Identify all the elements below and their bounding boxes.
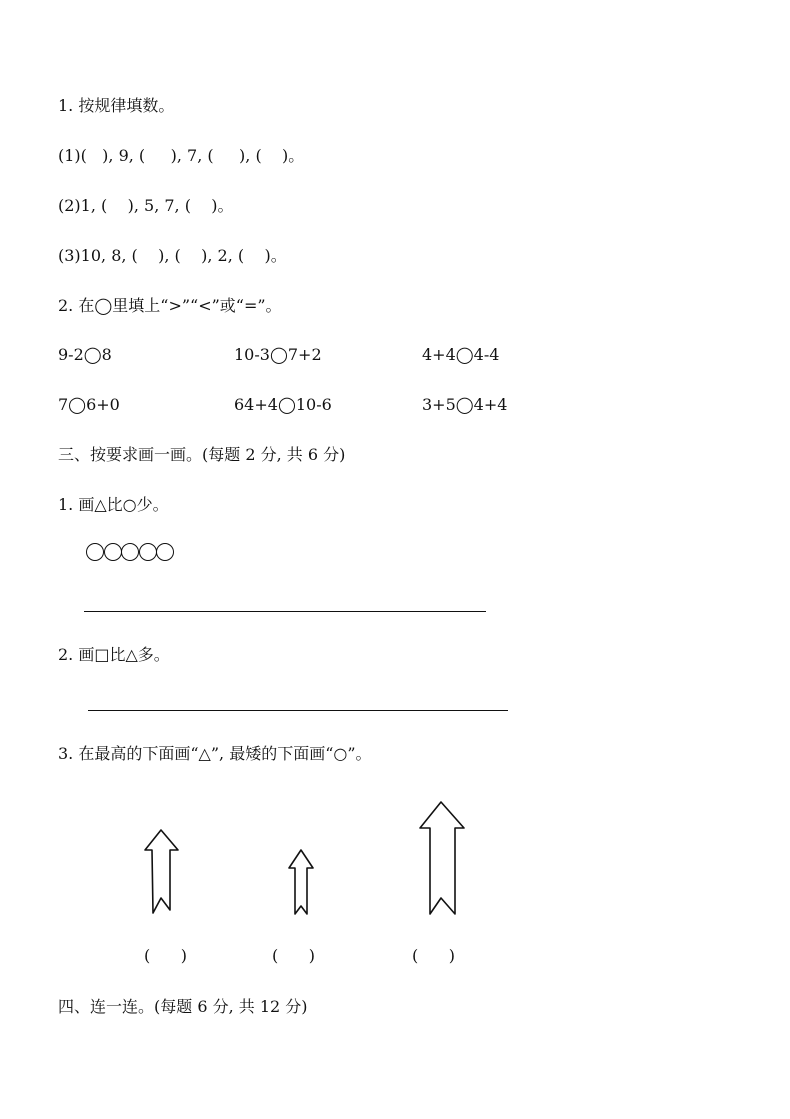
draw-question-2: 2. 画□比△多。 [58,645,170,664]
compare-item: 10-3◯7+2 [234,345,322,364]
answer-line-1[interactable] [84,611,486,612]
section1-title: 1. 按规律填数。 [58,96,175,115]
tall-arrow [418,800,468,920]
draw-question-1: 1. 画△比○少。 [58,495,169,514]
compare-item: 9-2◯8 [58,345,112,364]
circle-icon [86,543,104,561]
sequence-question-2: (2)1, ( ), 5, 7, ( )。 [58,196,234,215]
draw-question-3: 3. 在最高的下面画“△”, 最矮的下面画“○”。 [58,744,372,763]
compare-item: 7◯6+0 [58,395,120,414]
short-arrow [287,848,317,918]
circle-icon [139,543,157,561]
answer-line-2[interactable] [88,710,508,711]
section2-title: 2. 在◯里填上“>”“<”或“=”。 [58,296,282,315]
answer-slot[interactable]: ( ) [272,946,315,965]
compare-item: 3+5◯4+4 [422,395,508,414]
circle-icon [104,543,122,561]
section3-title: 三、按要求画一画。(每题 2 分, 共 6 分) [58,445,346,464]
answer-slot[interactable]: ( ) [144,946,187,965]
compare-item: 64+4◯10-6 [234,395,332,414]
circle-icon [156,543,174,561]
circle-icon [121,543,139,561]
medium-arrow [143,828,183,918]
sequence-question-1: (1)( ), 9, ( ), 7, ( ), ( )。 [58,146,305,165]
compare-item: 4+4◯4-4 [422,345,500,364]
sequence-question-3: (3)10, 8, ( ), ( ), 2, ( )。 [58,246,287,265]
answer-slot[interactable]: ( ) [412,946,455,965]
circle-row [86,543,174,561]
section4-title: 四、连一连。(每题 6 分, 共 12 分) [58,997,308,1016]
